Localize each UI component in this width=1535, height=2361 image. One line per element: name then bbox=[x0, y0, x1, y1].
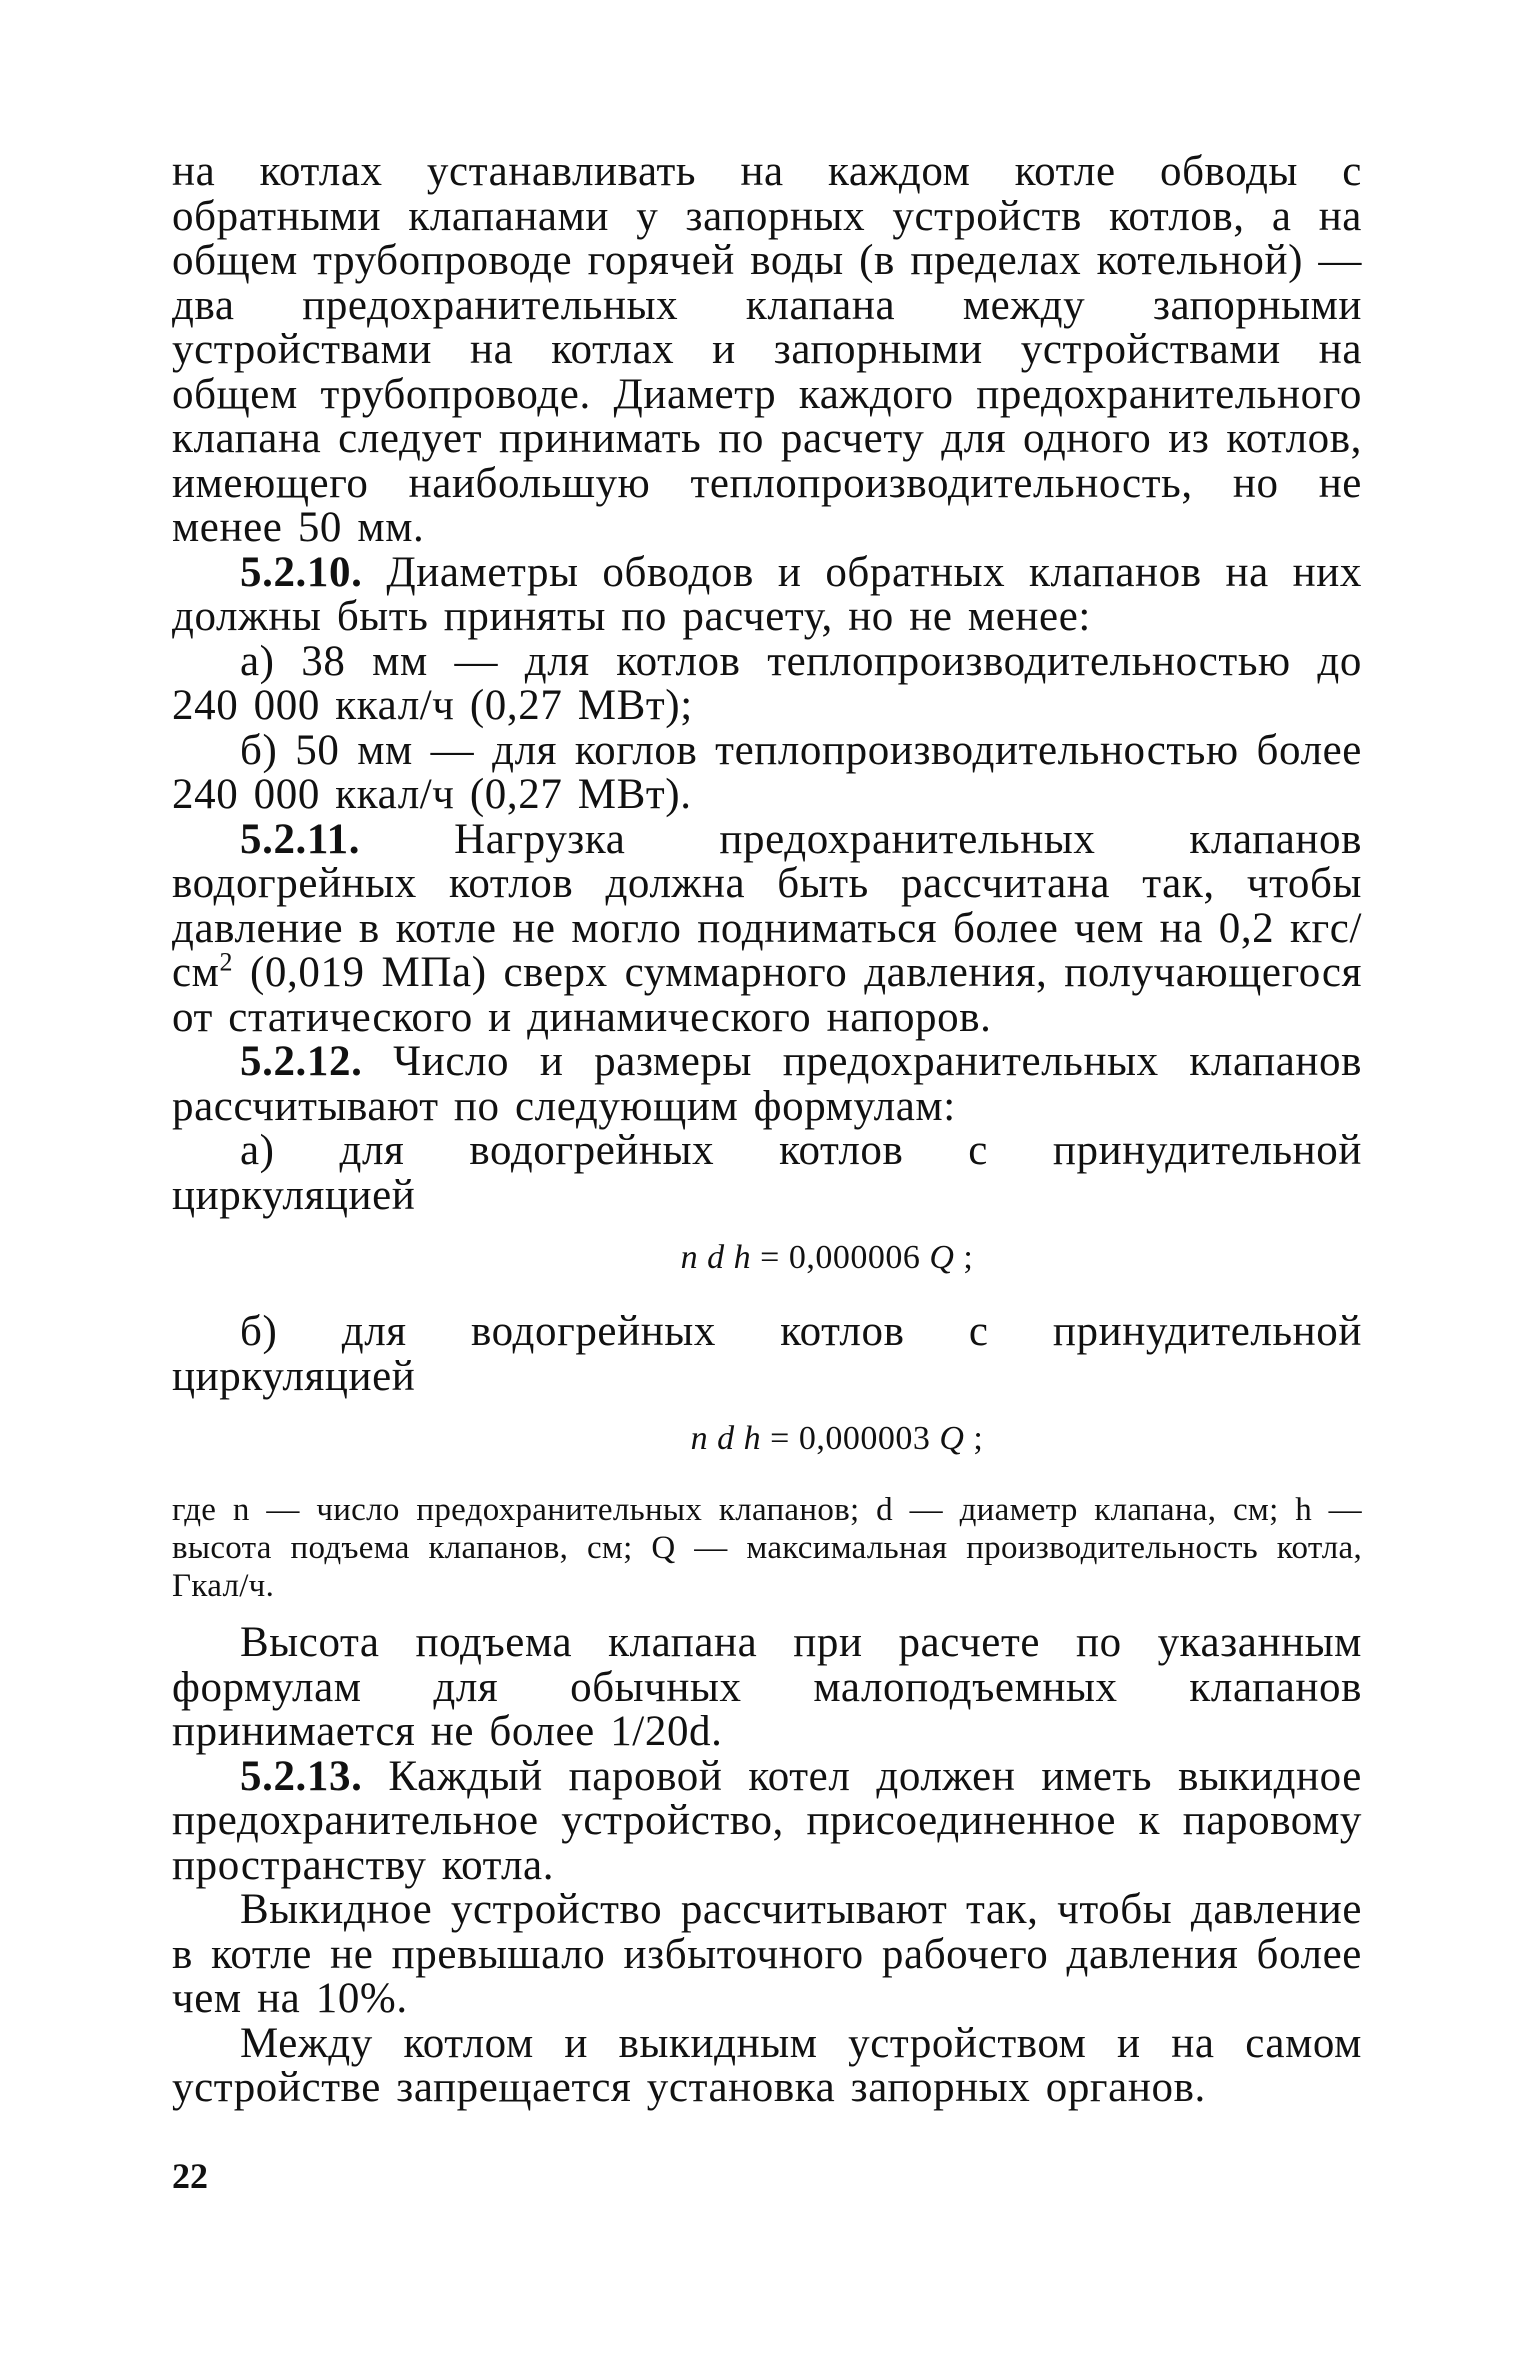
clause-5-2-12-item-b: б) для водогрейных котлов с принудительной циркуляцией bbox=[172, 1308, 1362, 1400]
clause-number: 5.2.12. bbox=[240, 1038, 363, 1085]
clause-number: 5.2.10. bbox=[240, 548, 363, 596]
formula-1 bbox=[172, 1236, 1362, 1280]
formula-lhs: n d h bbox=[690, 1420, 762, 1457]
clause-text-continued: (0,019 МПа) сверх суммарного давления, получающегося от статического и динамического напоров. bbox=[172, 949, 1362, 1041]
paragraph-shutoff-prohibition: Между котлом и выкидным устройством и на самом устройстве запрещается установка запорных органов. bbox=[172, 2019, 1362, 2111]
paragraph-valve-lift: Высота подъема клапана при расчете по указанным формулам для обычных малоподъемных клапанов принимается не более 1/20d. bbox=[172, 1619, 1362, 1755]
formula-2 bbox=[172, 1417, 1362, 1461]
clause-number: 5.2.13. bbox=[240, 1752, 363, 1800]
formula-legend-note: где n — число предохранительных клапанов; d — диаметр клапана, см; h — высота подъема клапанов, см; Q — максимальная производительность котла, Гкал/ч. bbox=[172, 1492, 1362, 1604]
clause-text: Число и размеры предохранительных клапанов рассчитывают по следующим формулам: bbox=[172, 1038, 1362, 1130]
clause-5-2-10-item-b: б) 50 мм — для коглов теплопроизводительностью более 240 000 ккал/ч (0,27 МВт). bbox=[172, 726, 1362, 818]
page-number: 22 bbox=[172, 2156, 208, 2196]
clause-5-2-13 bbox=[172, 1752, 1362, 1889]
formula-end: ; bbox=[954, 1239, 974, 1276]
clause-text: Диаметры обводов и обратных клапанов на них должны быть приняты по расчету, но не менее: bbox=[172, 548, 1362, 640]
formula-q: Q bbox=[939, 1420, 965, 1457]
clause-text: Нагрузка предохранительных клапанов водогрейных котлов должна быть рассчитана так, чтобы давление в котле не могло подниматься более чем на 0,2 кгс/см bbox=[172, 815, 1362, 996]
formula-rhs: = 0,000003 bbox=[761, 1420, 940, 1457]
formula-lhs: n d h bbox=[680, 1239, 752, 1276]
clause-5-2-12-item-a: а) для водогрейных котлов с принудительной циркуляцией bbox=[172, 1127, 1362, 1219]
clause-number: 5.2.11. bbox=[240, 815, 361, 863]
clause-5-2-10-item-a: а) 38 мм — для котлов теплопроизводительностью до 240 000 ккал/ч (0,27 МВт); bbox=[172, 637, 1362, 729]
clause-5-2-10 bbox=[172, 548, 1362, 640]
document-page bbox=[172, 150, 1362, 2111]
clause-5-2-11 bbox=[172, 815, 1362, 1041]
clause-text: Каждый паровой котел должен иметь выкидное предохранительное устройство, присоединенное к паровому пространству котла. bbox=[172, 1752, 1362, 1889]
clause-5-2-12 bbox=[172, 1040, 1362, 1129]
formula-q: Q bbox=[929, 1239, 955, 1276]
paragraph-ejector-calc: Выкидное устройство рассчитывают так, чтобы давление в котле не превышало избыточного рабочего давления более чем на 10%. bbox=[172, 1886, 1362, 2022]
formula-end: ; bbox=[964, 1420, 984, 1457]
superscript: 2 bbox=[219, 947, 234, 977]
formula-rhs: = 0,000006 bbox=[751, 1239, 930, 1276]
paragraph-boiler-bypass: на котлах устанавливать на каждом котле обводы с обратными клапанами у запорных устройств котлов, а на общем трубопроводе горячей воды (в пределах котельной) — два предохранительных клапана между запорными устройствами на котлах и запорными устройствами на общем трубопроводе. Диаметр каждого предохранительного клапана следует принимать по расчету для одного из котлов, имеющего наибольшую теплопроизводительность, но не менее 50 мм. bbox=[172, 148, 1362, 551]
